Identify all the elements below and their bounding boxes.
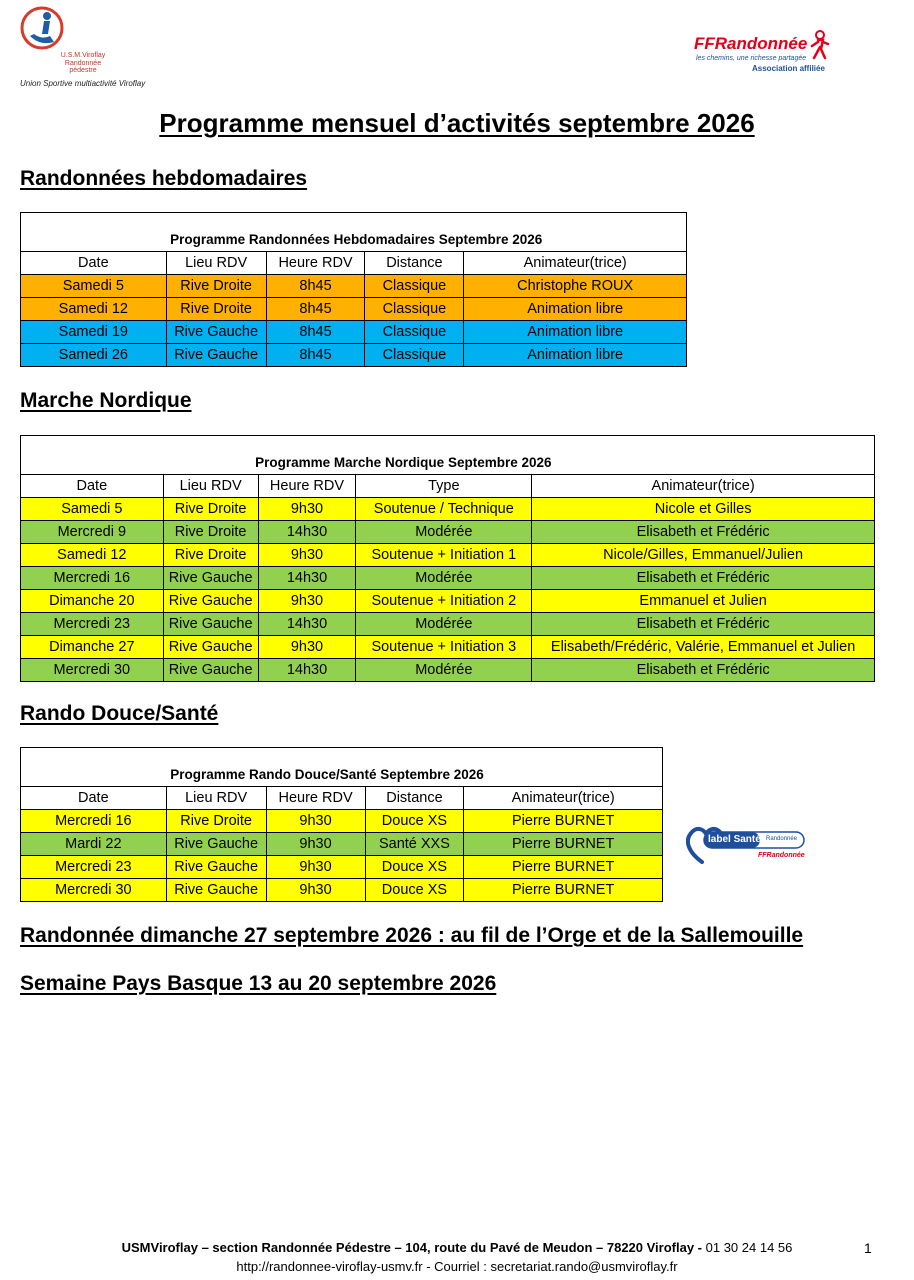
section-heading-nordique: Marche Nordique xyxy=(20,389,192,412)
cell-animateur: Emmanuel et Julien xyxy=(532,590,875,613)
cell-animateur: Nicole et Gilles xyxy=(532,498,875,521)
club-name: U.S.M.Viroflay xyxy=(60,52,106,59)
cell-date: Mardi 22 xyxy=(21,833,167,856)
cell-type: Douce XS xyxy=(365,856,464,879)
table-row xyxy=(21,521,875,544)
cell-type: Modérée xyxy=(356,567,532,590)
table-row xyxy=(21,567,875,590)
column-header: Animateur(trice) xyxy=(464,787,663,810)
cell-date: Dimanche 27 xyxy=(21,636,164,659)
cell-lieu: Rive Gauche xyxy=(163,613,258,636)
table-title: Programme Randonnées Hebdomadaires Septembre 2026 xyxy=(166,213,686,252)
cell-lieu: Rive Gauche xyxy=(166,321,266,344)
cell-date: Mercredi 16 xyxy=(21,567,164,590)
footer-address xyxy=(0,1240,914,1255)
table-row xyxy=(21,636,875,659)
column-header: Distance xyxy=(365,252,464,275)
cell-type: Soutenue / Technique xyxy=(356,498,532,521)
cell-date: Mercredi 30 xyxy=(21,879,167,902)
column-header: Heure RDV xyxy=(266,252,365,275)
cell-date: Mercredi 30 xyxy=(21,659,164,682)
label-sante-text: label Santé xyxy=(708,834,761,845)
cell-animateur: Pierre BURNET xyxy=(464,879,663,902)
table-douce xyxy=(20,747,663,902)
cell-type: Soutenue + Initiation 2 xyxy=(356,590,532,613)
page-number: 1 xyxy=(864,1240,872,1256)
cell-date: Dimanche 20 xyxy=(21,590,164,613)
cell-lieu: Rive Gauche xyxy=(163,659,258,682)
cell-lieu: Rive Droite xyxy=(163,498,258,521)
cell-lieu: Rive Droite xyxy=(166,298,266,321)
cell-heure: 14h30 xyxy=(258,659,356,682)
column-header: Lieu RDV xyxy=(166,787,266,810)
footer-address-bold: USMViroflay – section Randonnée Pédestre – 104, route du Pavé de Meudon – 78220 Viroflay - xyxy=(121,1240,703,1255)
cell-lieu: Rive Gauche xyxy=(166,344,266,367)
cell-heure: 8h45 xyxy=(266,298,365,321)
cell-type: Santé XXS xyxy=(365,833,464,856)
table-row xyxy=(21,590,875,613)
cell-lieu: Rive Gauche xyxy=(163,567,258,590)
table-hebdo xyxy=(20,212,687,367)
table-header xyxy=(21,787,663,810)
cell-type: Modérée xyxy=(356,659,532,682)
cell-heure: 9h30 xyxy=(258,590,356,613)
cell-date: Mercredi 16 xyxy=(21,810,167,833)
cell-type: Douce XS xyxy=(365,879,464,902)
cell-heure: 9h30 xyxy=(266,810,365,833)
table-row xyxy=(21,321,687,344)
cell-heure: 8h45 xyxy=(266,344,365,367)
cell-animateur: Animation libre xyxy=(464,298,687,321)
cell-lieu: Rive Gauche xyxy=(163,636,258,659)
cell-animateur: Animation libre xyxy=(464,344,687,367)
event-heading-orge: Randonnée dimanche 27 septembre 2026 : au fil de l’Orge et de la Sallemouille xyxy=(20,924,804,947)
column-header: Date xyxy=(21,475,164,498)
column-header: Distance xyxy=(365,787,464,810)
cell-lieu: Rive Droite xyxy=(166,275,266,298)
cell-type: Classique xyxy=(365,275,464,298)
table-row xyxy=(21,833,663,856)
column-header: Lieu RDV xyxy=(163,475,258,498)
cell-lieu: Rive Droite xyxy=(163,521,258,544)
table-row xyxy=(21,275,687,298)
section-heading-hebdo: Randonnées hebdomadaires xyxy=(20,167,308,190)
ffrandonnee-logo xyxy=(694,30,834,76)
column-header: Animateur(trice) xyxy=(464,252,687,275)
cell-heure: 9h30 xyxy=(258,636,356,659)
cell-animateur: Elisabeth et Frédéric xyxy=(532,613,875,636)
club-logo xyxy=(18,6,148,86)
hiker-icon xyxy=(808,30,830,60)
table-title: Programme Marche Nordique Septembre 2026 xyxy=(163,436,874,475)
column-header: Date xyxy=(21,252,167,275)
cell-animateur: Pierre BURNET xyxy=(464,856,663,879)
cell-date: Samedi 5 xyxy=(21,275,167,298)
cell-date: Samedi 26 xyxy=(21,344,167,367)
cell-date: Samedi 19 xyxy=(21,321,167,344)
column-header: Heure RDV xyxy=(258,475,356,498)
cell-lieu: Rive Gauche xyxy=(166,856,266,879)
club-union-text: Union Sportive multiactivité Viroflay xyxy=(20,79,146,88)
ffr-brand: FFRandonnée xyxy=(694,34,808,53)
heart-icon xyxy=(686,822,808,868)
cell-heure: 9h30 xyxy=(266,833,365,856)
table-header xyxy=(21,475,875,498)
cell-date: Samedi 5 xyxy=(21,498,164,521)
table-row xyxy=(21,879,663,902)
cell-animateur: Elisabeth et Frédéric xyxy=(532,659,875,682)
ffr-affiliation: Association affiliée xyxy=(752,64,825,73)
footer-contact: http://randonnee-viroflay-usmv.fr - Courriel : secretariat.rando@usmviroflay.fr xyxy=(236,1259,678,1274)
cell-type: Modérée xyxy=(356,521,532,544)
column-header: Heure RDV xyxy=(266,787,365,810)
section-heading-douce: Rando Douce/Santé xyxy=(20,702,219,725)
cell-animateur: Animation libre xyxy=(464,321,687,344)
table-row xyxy=(21,856,663,879)
cell-heure: 9h30 xyxy=(258,544,356,567)
cell-lieu: Rive Gauche xyxy=(166,833,266,856)
cell-lieu: Rive Droite xyxy=(166,810,266,833)
cell-type: Classique xyxy=(365,321,464,344)
table-title: Programme Rando Douce/Santé Septembre 2026 xyxy=(166,748,662,787)
table-row xyxy=(21,544,875,567)
cell-date: Mercredi 23 xyxy=(21,856,167,879)
cell-type: Modérée xyxy=(356,613,532,636)
table-row xyxy=(21,498,875,521)
footer-phone: 01 30 24 14 56 xyxy=(702,1240,793,1255)
cell-date: Mercredi 23 xyxy=(21,613,164,636)
cell-type: Classique xyxy=(365,344,464,367)
cell-heure: 9h30 xyxy=(266,856,365,879)
cell-date: Mercredi 9 xyxy=(21,521,164,544)
cell-heure: 9h30 xyxy=(266,879,365,902)
cell-heure: 8h45 xyxy=(266,321,365,344)
cell-type: Soutenue + Initiation 3 xyxy=(356,636,532,659)
table-nordique xyxy=(20,435,875,682)
ffr-slogan: les chemins, une richesse partagée xyxy=(696,55,807,62)
page-title: Programme mensuel d’activités septembre 2026 xyxy=(159,108,755,138)
table-row xyxy=(21,298,687,321)
cell-animateur: Pierre BURNET xyxy=(464,833,663,856)
cell-heure: 9h30 xyxy=(258,498,356,521)
cell-type: Soutenue + Initiation 1 xyxy=(356,544,532,567)
club-sub: Randonnée xyxy=(64,60,102,67)
cell-animateur: Christophe ROUX xyxy=(464,275,687,298)
cell-animateur: Pierre BURNET xyxy=(464,810,663,833)
cell-date: Samedi 12 xyxy=(21,544,164,567)
table-row xyxy=(21,613,875,636)
cell-lieu: Rive Droite xyxy=(163,544,258,567)
cell-animateur: Elisabeth/Frédéric, Valérie, Emmanuel et Julien xyxy=(532,636,875,659)
cell-heure: 14h30 xyxy=(258,613,356,636)
column-header: Lieu RDV xyxy=(166,252,266,275)
club-sub2: pédestre xyxy=(69,67,97,74)
column-header: Type xyxy=(356,475,532,498)
cell-date: Samedi 12 xyxy=(21,298,167,321)
table-row xyxy=(21,659,875,682)
event-heading-pays-basque: Semaine Pays Basque 13 au 20 septembre 2026 xyxy=(20,972,497,995)
cell-heure: 14h30 xyxy=(258,521,356,544)
club-emblem-icon xyxy=(20,6,70,54)
cell-lieu: Rive Gauche xyxy=(166,879,266,902)
table-header xyxy=(21,252,687,275)
label-sante-brand: FFRandonnée xyxy=(758,852,805,859)
cell-animateur: Nicole/Gilles, Emmanuel/Julien xyxy=(532,544,875,567)
cell-lieu: Rive Gauche xyxy=(163,590,258,613)
label-sante-small: Randonnée xyxy=(766,836,798,842)
table-row xyxy=(21,810,663,833)
column-header: Animateur(trice) xyxy=(532,475,875,498)
cell-type: Douce XS xyxy=(365,810,464,833)
cell-animateur: Elisabeth et Frédéric xyxy=(532,567,875,590)
cell-type: Classique xyxy=(365,298,464,321)
column-header: Date xyxy=(21,787,167,810)
table-row xyxy=(21,344,687,367)
label-sante-logo xyxy=(686,822,808,868)
cell-heure: 8h45 xyxy=(266,275,365,298)
cell-heure: 14h30 xyxy=(258,567,356,590)
cell-animateur: Elisabeth et Frédéric xyxy=(532,521,875,544)
